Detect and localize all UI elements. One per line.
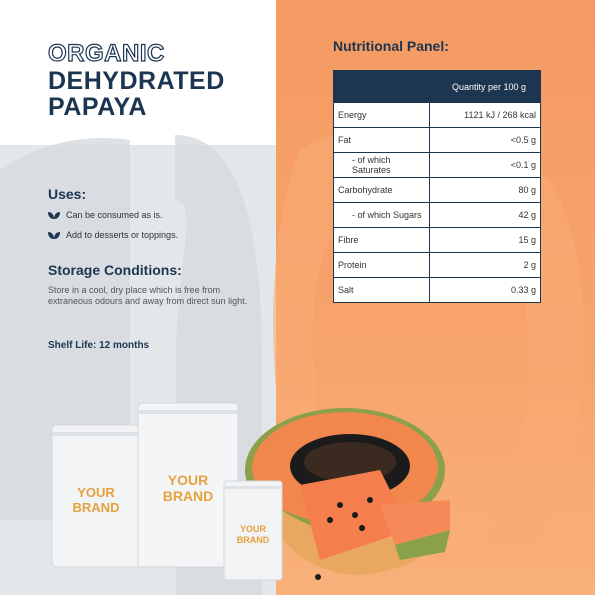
nutrient-label: - of which Saturates bbox=[334, 153, 430, 178]
nutrition-header-empty bbox=[334, 71, 430, 103]
uses-heading: Uses: bbox=[48, 186, 87, 202]
brand-text: BRAND bbox=[162, 488, 214, 504]
nutrient-value: 1121 kJ / 268 kcal bbox=[430, 103, 541, 128]
table-row bbox=[334, 103, 541, 128]
use-item-text: Add to desserts or toppings. bbox=[66, 230, 179, 240]
pouch-small-left bbox=[52, 425, 140, 567]
table-row bbox=[334, 228, 541, 253]
nutrient-value: 2 g bbox=[430, 253, 541, 278]
title-papaya: PAPAYA bbox=[48, 93, 147, 121]
nutrient-label: Protein bbox=[334, 253, 430, 278]
product-scene bbox=[0, 380, 595, 595]
nutrient-label: Fibre bbox=[334, 228, 430, 253]
brand-text: YOUR bbox=[77, 485, 115, 500]
brand-text: BRAND bbox=[236, 535, 270, 545]
storage-heading: Storage Conditions: bbox=[48, 262, 182, 278]
nutrition-header-row bbox=[334, 71, 541, 103]
leaf-icon bbox=[48, 211, 60, 220]
brand-text: YOUR bbox=[167, 472, 209, 488]
table-row bbox=[334, 153, 541, 178]
nutrient-value: 42 g bbox=[430, 203, 541, 228]
nutrition-header-value: Quantity per 100 g bbox=[430, 71, 541, 103]
nutrient-label: Carbohydrate bbox=[334, 178, 430, 203]
brand-text: YOUR bbox=[239, 524, 267, 534]
brand-text: BRAND bbox=[72, 500, 120, 515]
nutrient-value: 15 g bbox=[430, 228, 541, 253]
use-item-text: Can be consumed as is. bbox=[66, 210, 163, 220]
nutrition-table bbox=[333, 70, 541, 303]
nutrition-heading: Nutritional Panel: bbox=[333, 38, 449, 54]
pouch-small-right bbox=[224, 481, 282, 580]
table-row bbox=[334, 278, 541, 303]
pouch-large-center bbox=[138, 403, 238, 567]
use-item bbox=[48, 210, 163, 220]
title-dehydrated: DEHYDRATED bbox=[48, 67, 225, 95]
leaf-icon bbox=[48, 231, 60, 240]
use-item bbox=[48, 230, 178, 240]
nutrient-label: - of which Sugars bbox=[334, 203, 430, 228]
nutrient-value: <0.5 g bbox=[430, 128, 541, 153]
nutrient-value: 0.33 g bbox=[430, 278, 541, 303]
nutrient-value: 80 g bbox=[430, 178, 541, 203]
table-row bbox=[334, 253, 541, 278]
shelf-life: Shelf Life: 12 months bbox=[48, 340, 150, 351]
table-row bbox=[334, 128, 541, 153]
nutrient-label: Salt bbox=[334, 278, 430, 303]
nutrient-value: <0.1 g bbox=[430, 153, 541, 178]
nutrient-label: Energy bbox=[334, 103, 430, 128]
table-row bbox=[334, 178, 541, 203]
storage-text: Store in a cool, dry place which is free from extraneous odours and away from direct sun light. bbox=[48, 285, 248, 306]
table-row bbox=[334, 203, 541, 228]
title-organic: ORGANIC bbox=[48, 40, 165, 67]
nutrient-label: Fat bbox=[334, 128, 430, 153]
